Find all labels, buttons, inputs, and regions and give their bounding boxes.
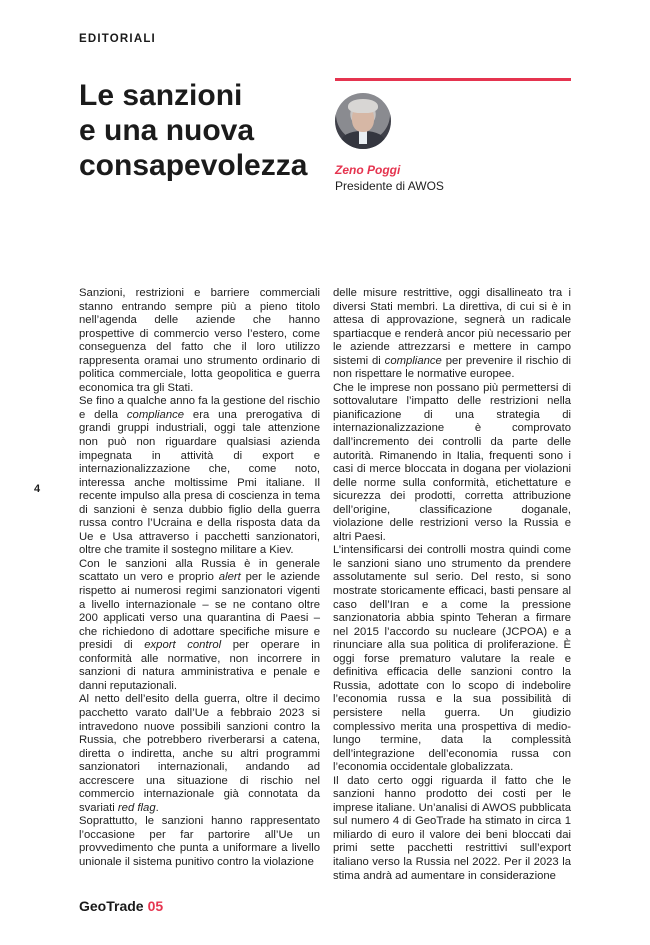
paragraph: Soprattutto, le sanzioni hanno rappresentato l’occasione per far partorire all’Ue un provvedimento che punta a uniformare a livello unionale il sistema punitivo contro la violazione [79, 815, 320, 868]
issue-number: 05 [147, 898, 164, 914]
title-line: Le sanzioni [79, 79, 243, 112]
accent-rule [335, 78, 571, 81]
paragraph: Se fino a qualche anno fa la gestione del rischio e della compliance era una prerogativa di grandi gruppi industriali, oggi tale attenzione non può non riguardare qualsiasi azienda impegnata in attività di export e internazionalizzazione che, come noto, interessa anche moltissime Pmi italiane. Il recente impulso alla presa di coscienza in tema di sanzioni è senza dubbio figlio della guerra russa contro l’Ucraina e della risposta data da Ue e Usa attraverso i pacchetti sanzionatori, oltre che tramite il sostegno militare a Kiev. [79, 395, 320, 557]
paragraph: Sanzioni, restrizioni e barriere commerciali stanno entrando sempre più a pieno titolo nell’agenda delle aziende che hanno prospettive di commercio verso l’estero, come conseguenza del fatto che il loro utilizzo rappresenta oramai uno strumento ordinario di politica commerciale, lotta geopolitica e guerra economica tra gli Stati. [79, 287, 320, 394]
text-column-right [333, 287, 571, 883]
page-number: 4 [34, 483, 41, 495]
magazine-name: GeoTrade [79, 898, 144, 914]
author-name: Zeno Poggi [335, 163, 401, 177]
author-avatar [335, 93, 391, 149]
footer-brand [79, 898, 163, 914]
paragraph: Con le sanzioni alla Russia è in generale scattato un vero e proprio alert per le aziende rispetto ai numerosi regimi sanzionatori vigenti a livello internazionale – se ne contano oltre 200 applicati verso una quarantina di Paesi – che richiedono di adottare specifiche misure e presidi di export control per operare in conformità alle normative, non incorrere in sanzioni di natura amministrativa e penale e danni reputazionali. [79, 557, 320, 692]
paragraph: delle misure restrittive, oggi disallineato tra i diversi Stati membri. La direttiva, di cui si è in attesa di approvazione, segnerà un radicale spartiacque e renderà ancor più necessario per le aziende attrezzarsi e mettere in campo sistemi di compliance per prevenire il rischio di non rispettare le normative europee. [333, 287, 572, 381]
paragraph: L’intensificarsi dei controlli mostra quindi come le sanzioni siano uno strumento da prendere assolutamente sul serio. Del resto, si sono mostrate storicamente efficaci, basti pensare al caso dell’Iran e a come la pressione sanzionatoria abbia spinto Teheran a firmare nel 2015 l’accordo su nucleare (JCPOA) e a rinunciare alla sua politica di proliferazione. È oggi forse prematuro valutare la reale e definitiva efficacia delle sanzioni contro la Russia, adottate con lo scopo di indebolire l’economia russa e la sua possibilità di persistere nella guerra. Un giudizio complessivo merita una prospettiva di medio-lungo termine, data la complessità dell’integrazione dell’economia russa con l’economia occidentale globalizzata. [333, 544, 571, 774]
title-line: e una nuova [79, 114, 255, 147]
author-role: Presidente di AWOS [335, 179, 444, 193]
paragraph: Il dato certo oggi riguarda il fatto che le sanzioni hanno prodotto dei costi per le imprese italiane. Un’analisi di AWOS pubblicata sul numero 4 di GeoTrade ha stimato in circa 1 miliardo di euro il valore dei beni bloccati dai primi sette pacchetti restrittivi sull’export italiano verso la Russia nel 2022. Per il 2023 la stima andrà ad aumentare in considerazione [333, 774, 571, 882]
paragraph: Al netto dell’esito della guerra, oltre il decimo pacchetto varato dall’Ue a febbraio 2023 si intravedono nuove possibili sanzioni contro la Russia, che potrebbero riverberarsi a catena, diretta o indiretta, anche su altri programmi sanzionatori internazionali, andando ad accrescere una situazione di rischio nel commercio internazionale già connotata da svariati red flag. [79, 693, 320, 814]
article-title [79, 78, 329, 183]
title-line: consapevolezza [79, 149, 308, 182]
text-column-left [79, 287, 320, 870]
paragraph: Che le imprese non possano più permettersi di sottovalutare l’impatto delle restrizioni nella pianificazione di una strategia di internazionalizzazione è comprovato dall’incremento dei controlli da parte delle autorità. Rimanendo in Italia, frequenti sono i casi di merce bloccata in dogana per violazioni delle norme sulla conformità, etichettature e sicurezza dei prodotti, corretta attribuzione dell’origine, classificazione doganale, violazione delle restrizioni verso la Russia e altri Paesi. [333, 381, 571, 543]
section-label: EDITORIALI [79, 33, 156, 45]
